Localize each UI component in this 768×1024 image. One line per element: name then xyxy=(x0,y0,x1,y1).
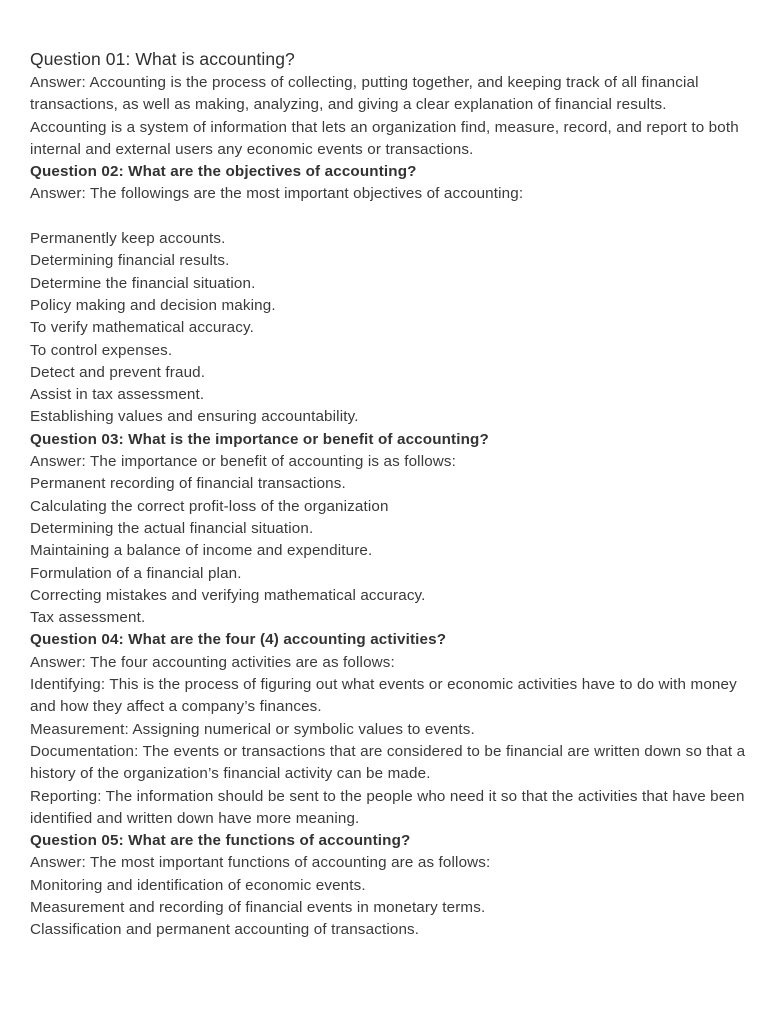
paragraph: Answer: The importance or benefit of accounting is as follows: xyxy=(30,453,457,471)
document-lines xyxy=(30,72,746,942)
paragraph: Answer: The four accounting activities are as follows: xyxy=(30,653,395,671)
paragraph: Assist in tax assessment. xyxy=(30,386,205,404)
paragraph: Determining financial results. xyxy=(30,252,230,270)
paragraph: Tax assessment. xyxy=(30,609,146,627)
paragraph: Classification and permanent accounting of transactions. xyxy=(30,921,420,939)
paragraph: Policy making and decision making. xyxy=(30,296,276,314)
paragraph: Monitoring and identification of economic events. xyxy=(30,876,366,894)
paragraph: Maintaining a balance of income and expenditure. xyxy=(30,542,373,560)
document-body xyxy=(30,47,746,942)
paragraph: Measurement and recording of financial events in monetary terms. xyxy=(30,898,486,916)
paragraph: Permanently keep accounts. xyxy=(30,230,226,248)
paragraph: Answer: The most important functions of accounting are as follows: xyxy=(30,854,491,872)
paragraph: Calculating the correct profit-loss of the organization xyxy=(30,497,389,515)
paragraph: Measurement: Assigning numerical or symbolic values to events. xyxy=(30,720,475,738)
paragraph: Accounting is a system of information that lets an organization find, measure, record, and report to both internal and external users any economic events or transactions. xyxy=(30,118,739,158)
question-heading: Question 04: What are the four (4) accounting activities? xyxy=(30,631,447,649)
paragraph: Formulation of a financial plan. xyxy=(30,564,242,582)
paragraph: Determine the financial situation. xyxy=(30,274,256,292)
paragraph: Answer: Accounting is the process of collecting, putting together, and keeping track of all financial transactions, as well as making, analyzing, and giving a clear explanation of financial results. xyxy=(30,74,699,114)
paragraph: Identifying: This is the process of figuring out what events or economic activities have to do with money and how they affect a company’s finances. xyxy=(30,676,737,716)
paragraph: Permanent recording of financial transactions. xyxy=(30,475,346,493)
paragraph: Establishing values and ensuring accountability. xyxy=(30,408,359,426)
paragraph: To control expenses. xyxy=(30,341,173,359)
question-heading: Question 03: What is the importance or benefit of accounting? xyxy=(30,430,489,448)
paragraph: To verify mathematical accuracy. xyxy=(30,319,254,337)
paragraph: Reporting: The information should be sent to the people who need it so that the activities that have been identified and written down have more meaning. xyxy=(30,787,745,827)
paragraph: Correcting mistakes and verifying mathematical accuracy. xyxy=(30,586,426,604)
question-heading: Question 05: What are the functions of accounting? xyxy=(30,832,411,850)
page-title: Question 01: What is accounting? xyxy=(30,49,295,69)
paragraph: Documentation: The events or transactions that are considered to be financial are written down so that a history of the organization’s financial activity can be made. xyxy=(30,742,746,783)
question-heading: Question 02: What are the objectives of accounting? xyxy=(30,163,417,181)
paragraph: Detect and prevent fraud. xyxy=(30,363,206,381)
blank-line xyxy=(30,206,746,228)
paragraph: Answer: The followings are the most important objectives of accounting: xyxy=(30,185,524,203)
paragraph: Determining the actual financial situation. xyxy=(30,519,314,537)
